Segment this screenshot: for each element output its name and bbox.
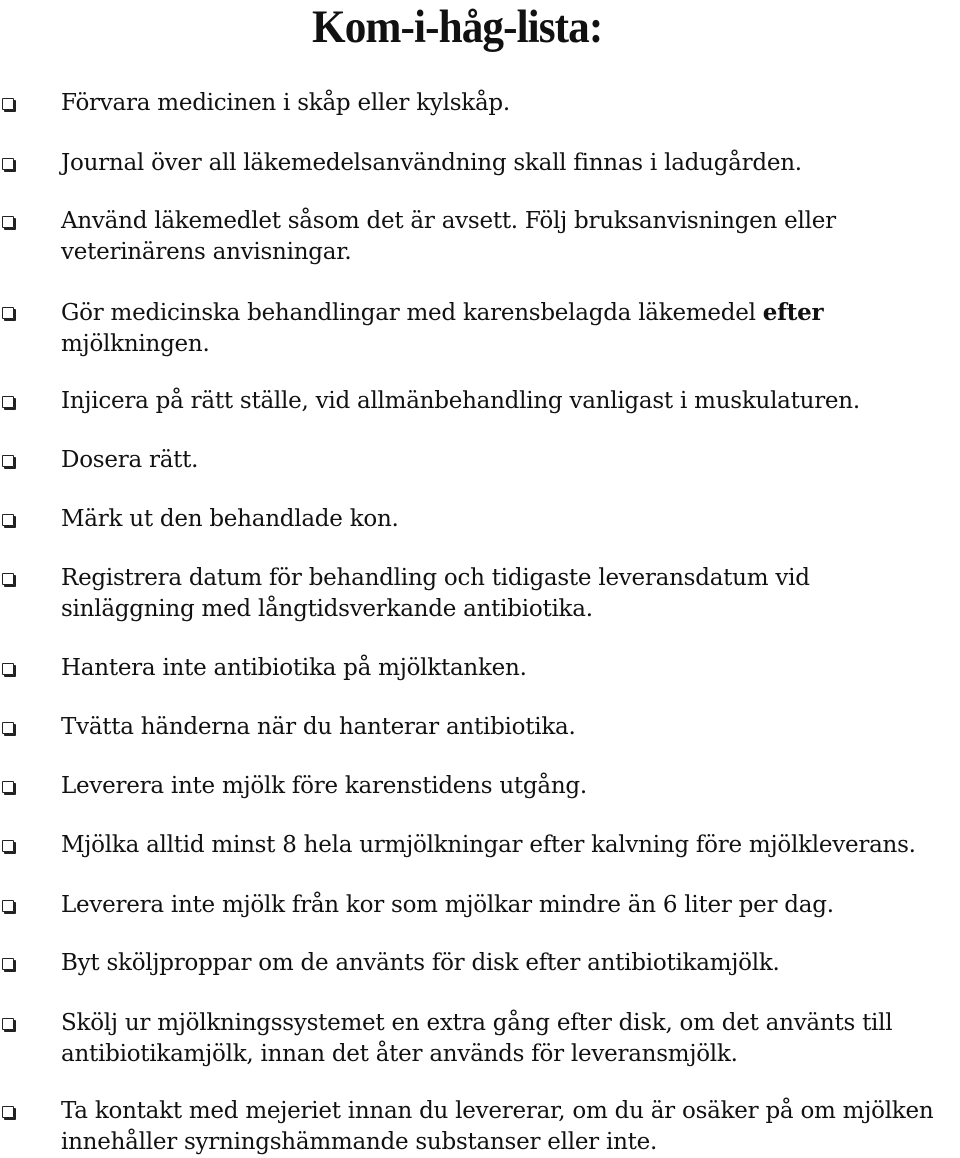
item-line-start: Gör medicinska behandlingar med karensbelagda läkemedel xyxy=(61,300,763,326)
item-line: Använd läkemedlet såsom det är avsett. Följ bruksanvisningen eller xyxy=(61,208,836,234)
item-line: Tvätta händerna när du hanterar antibiotika. xyxy=(61,714,576,740)
item-line: Hantera inte antibiotika på mjölktanken. xyxy=(61,655,527,681)
item-text xyxy=(61,771,960,802)
item-line: Mjölka alltid minst 8 hela urmjölkningar efter kalvning före mjölkleverans. xyxy=(61,832,916,858)
item-line: antibiotikamjölk, innan det åter används för leveransmjölk. xyxy=(61,1041,738,1067)
checkbox-icon[interactable] xyxy=(2,722,14,734)
item-text xyxy=(61,830,960,861)
checkbox-icon[interactable] xyxy=(2,216,14,228)
item-line: veterinärens anvisningar. xyxy=(61,239,352,265)
item-text xyxy=(61,890,960,921)
item-text xyxy=(61,712,960,743)
item-text xyxy=(61,653,960,684)
item-line: Ta kontakt med mejeriet innan du levererar, om du är osäker på om mjölken xyxy=(61,1098,934,1124)
item-text xyxy=(61,386,960,417)
item-text xyxy=(61,504,960,535)
item-line: sinläggning med långtidsverkande antibiotika. xyxy=(61,596,593,622)
item-text xyxy=(61,206,960,268)
item-line: Byt sköljproppar om de använts för disk efter antibiotikamjölk. xyxy=(61,950,780,976)
checkbox-icon[interactable] xyxy=(2,958,14,970)
item-line: Förvara medicinen i skåp eller kylskåp. xyxy=(61,90,510,116)
item-line: Injicera på rätt ställe, vid allmänbehandling vanligast i muskulaturen. xyxy=(61,388,860,414)
item-text xyxy=(61,148,960,179)
checkbox-icon[interactable] xyxy=(2,900,14,912)
checkbox-icon[interactable] xyxy=(2,396,14,408)
checkbox-icon[interactable] xyxy=(2,840,14,852)
checkbox-icon[interactable] xyxy=(2,573,14,585)
item-line: mjölkningen. xyxy=(61,331,210,357)
checkbox-icon[interactable] xyxy=(2,663,14,675)
item-line: Märk ut den behandlade kon. xyxy=(61,506,399,532)
item-line: innehåller syrningshämmande substanser eller inte. xyxy=(61,1129,658,1155)
checkbox-icon[interactable] xyxy=(2,1018,14,1030)
item-line: Leverera inte mjölk från kor som mjölkar mindre än 6 liter per dag. xyxy=(61,892,834,918)
checkbox-icon[interactable] xyxy=(2,455,14,467)
item-line: Registrera datum för behandling och tidigaste leveransdatum vid xyxy=(61,565,810,591)
item-line: Skölj ur mjölkningssystemet en extra gång efter disk, om det använts till xyxy=(61,1010,893,1036)
item-text xyxy=(61,297,960,360)
item-line xyxy=(61,297,960,329)
item-line: Leverera inte mjölk före karenstidens utgång. xyxy=(61,773,587,799)
item-text xyxy=(61,88,960,119)
item-line: Journal över all läkemedelsanvändning skall finnas i ladugården. xyxy=(61,150,802,176)
page-title: Kom-i-håg-lista: xyxy=(312,1,603,53)
item-line: Dosera rätt. xyxy=(61,447,199,473)
item-text xyxy=(61,563,960,625)
checkbox-icon[interactable] xyxy=(2,307,14,319)
item-text xyxy=(61,445,960,476)
checkbox-icon[interactable] xyxy=(2,514,14,526)
checkbox-icon[interactable] xyxy=(2,98,14,110)
checkbox-icon[interactable] xyxy=(2,1106,14,1118)
checkbox-icon[interactable] xyxy=(2,158,14,170)
item-text xyxy=(61,1008,960,1070)
item-text xyxy=(61,1096,960,1158)
checkbox-icon[interactable] xyxy=(2,781,14,793)
item-emphasis: efter xyxy=(762,299,824,326)
item-text xyxy=(61,948,960,979)
